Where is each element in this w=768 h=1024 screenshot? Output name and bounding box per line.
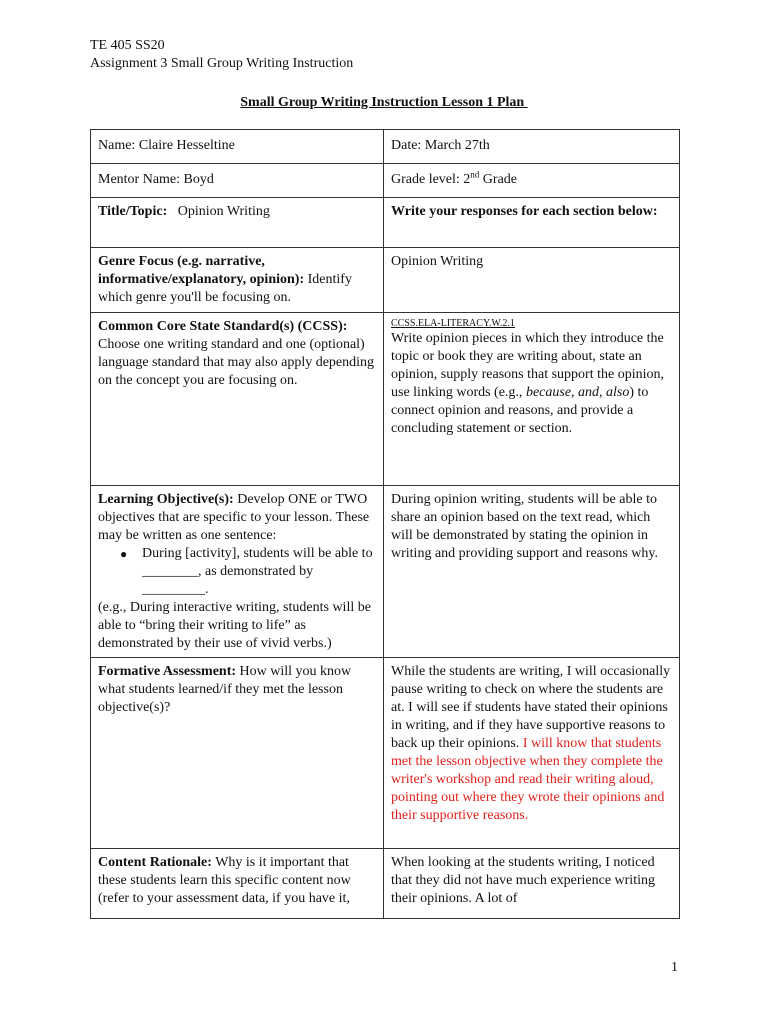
objective-response: During opinion writing, students will be able to share an opinion based on the text read, which will be demonstrated by stating the opinion in writing and providing support and reasons why. xyxy=(391,492,658,561)
name-value: Claire Hesseltine xyxy=(138,138,235,153)
ccss-response-part-b: ) to connect opinion and reasons, and provide a concluding statement or section. xyxy=(391,385,649,436)
lesson-plan-table xyxy=(90,129,680,919)
objective-template-text: During [activity], students will be able to ________, as demonstrated by _________. xyxy=(142,546,373,597)
instructions-cell xyxy=(384,198,680,248)
ccss-prompt-cell xyxy=(91,313,384,486)
table-row-topic xyxy=(91,198,680,248)
table-row-objective xyxy=(91,486,680,658)
grade-ordinal-suffix: nd xyxy=(470,169,480,180)
bullet-dot-icon: ● xyxy=(120,547,128,561)
objective-prompt: Develop ONE or TWO objectives that are specific to your lesson. These may be written as one sentence: xyxy=(98,492,370,543)
formative-response-cell xyxy=(384,658,680,849)
formative-response: While the students are writing, I will occasionally pause writing to check on where the students are at. I will see if students have stated their opinions in writing, and if they have supportive reasons to back up their opinions. xyxy=(391,664,671,751)
formative-response-highlight: I will know that students met the lesson objective when they complete the writer's workshop and read their writing aloud, pointing out where they wrote their opinions and their supportive reasons. xyxy=(391,736,665,823)
topic-value: Opinion Writing xyxy=(177,204,270,219)
name-cell xyxy=(91,130,384,164)
genre-prompt: Identify which genre you'll be focusing on. xyxy=(98,272,352,305)
table-row-genre xyxy=(91,248,680,313)
date-value: March 27th xyxy=(424,138,490,153)
table-row-mentor xyxy=(91,164,680,198)
name-label: Name: xyxy=(98,138,136,153)
genre-prompt-cell xyxy=(91,248,384,313)
genre-response: Opinion Writing xyxy=(391,254,484,269)
rationale-response: When looking at the students writing, I noticed that they did not have much experience writing their opinions. A lot of xyxy=(391,855,655,906)
grade-cell xyxy=(384,164,680,198)
rationale-response-cell xyxy=(384,849,680,919)
formative-label: Formative Assessment: xyxy=(98,664,237,679)
objective-template-bullet xyxy=(98,545,376,599)
page-number: 1 xyxy=(671,960,678,975)
ccss-response-cell xyxy=(384,313,680,486)
ccss-label: Common Core State Standard(s) (CCSS): xyxy=(98,319,348,334)
ccss-standard-link[interactable]: CCSS.ELA-LITERACY.W.2.1 xyxy=(391,318,515,329)
date-label: Date: xyxy=(391,138,422,153)
rationale-prompt: Why is it important that these students learn this specific content now (refer to your assessment data, if you have it, xyxy=(98,855,351,906)
topic-cell xyxy=(91,198,384,248)
mentor-label: Mentor Name: xyxy=(98,172,181,187)
mentor-value: Boyd xyxy=(183,172,214,187)
formative-prompt-cell xyxy=(91,658,384,849)
objective-response-cell xyxy=(384,486,680,658)
rationale-prompt-cell xyxy=(91,849,384,919)
grade-number: 2 xyxy=(463,172,471,187)
objective-prompt-cell xyxy=(91,486,384,658)
topic-label: Title/Topic: xyxy=(98,204,168,219)
genre-label: Genre Focus (e.g. narrative, informative/explanatory, opinion): xyxy=(98,254,305,287)
rationale-label: Content Rationale: xyxy=(98,855,212,870)
grade-value: Grade xyxy=(482,172,517,187)
assignment-title: Assignment 3 Small Group Writing Instruction xyxy=(90,56,354,71)
genre-response-cell xyxy=(384,248,680,313)
table-row-formative xyxy=(91,658,680,849)
table-row-rationale xyxy=(91,849,680,919)
instructions-text: Write your responses for each section below: xyxy=(391,204,658,219)
mentor-cell xyxy=(91,164,384,198)
course-code: TE 405 SS20 xyxy=(90,38,165,53)
table-row-name xyxy=(91,130,680,164)
ccss-linking-words: because, and, also xyxy=(525,385,630,400)
objective-example: (e.g., During interactive writing, students will be able to “bring their writing to life” as demonstrated by their use of vivid verbs.) xyxy=(98,600,371,651)
ccss-response-part-a: Write opinion pieces in which they introduce the topic or book they are writing about, state an opinion, supply reasons that support the opinion, use linking words (e.g., xyxy=(391,331,664,400)
table-row-ccss xyxy=(91,313,680,486)
document-title: Small Group Writing Instruction Lesson 1 Plan xyxy=(240,95,528,110)
ccss-prompt: Choose one writing standard and one (optional) language standard that may also apply depending on the concept you are focusing on. xyxy=(98,337,375,388)
formative-prompt: How will you know what students learned/if they met the lesson objective(s)? xyxy=(98,664,352,715)
date-cell xyxy=(384,130,680,164)
objective-label: Learning Objective(s): xyxy=(98,492,234,507)
grade-label: Grade level: xyxy=(391,172,460,187)
